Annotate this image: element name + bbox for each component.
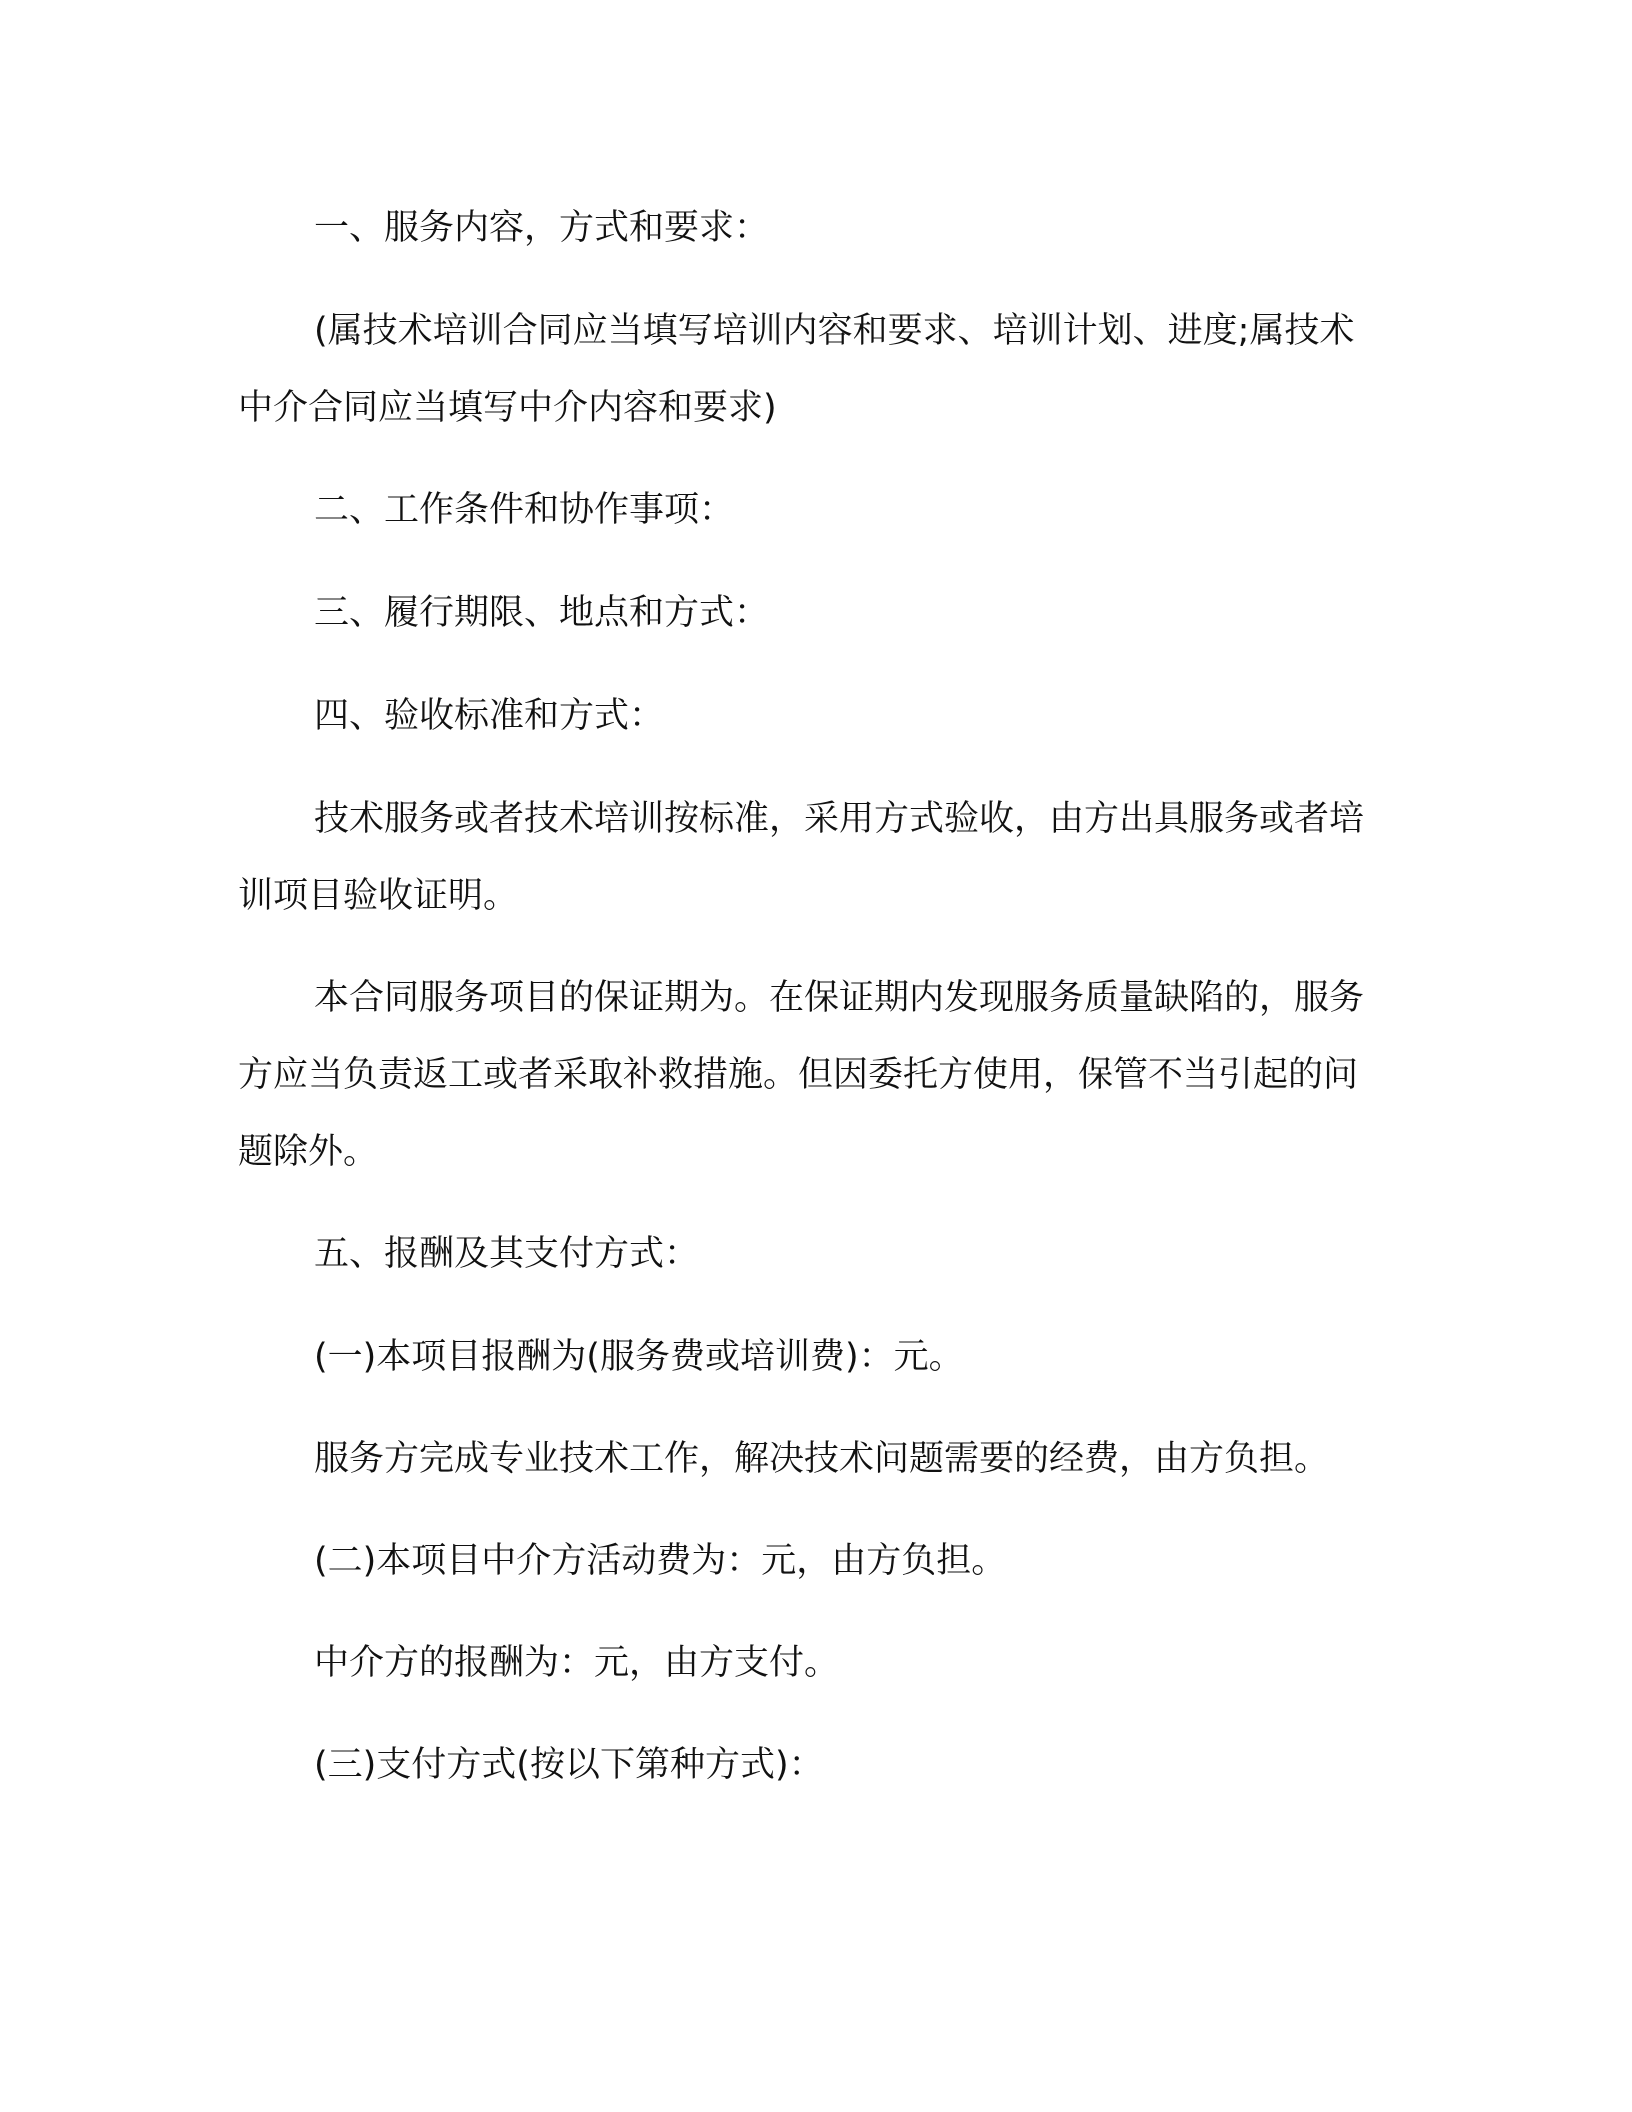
section-heading-remuneration: 五、报酬及其支付方式： [314,1234,700,1274]
paragraph-acceptance-standard: 技术服务或者技术培训按标准，采用方式验收，由方出具服务或者培训项目验收证明。 [238,799,1365,916]
paragraph-intermediary-remuneration: 中介方的报酬为：元，由方支付。 [314,1643,840,1683]
paragraph-warranty-period: 本合同服务项目的保证期为。在保证期内发现服务质量缺陷的，服务方应当负责返工或者采取补救措施。但因委托方使用，保管不当引起的问题除外。 [238,978,1365,1172]
document-body [238,190,1388,1829]
paragraph-intermediary-fee: (二)本项目中介方活动费为：元，由方负担。 [314,1541,1007,1581]
section-heading-work-conditions: 二、工作条件和协作事项： [314,490,735,530]
paragraph-expense-responsibility: 服务方完成专业技术工作，解决技术问题需要的经费，由方负担。 [314,1439,1330,1479]
section-heading-service-content: 一、服务内容，方式和要求： [314,208,770,248]
paragraph-training-note: (属技术培训合同应当填写培训内容和要求、培训计划、进度;属技术中介合同应当填写中介内容和要求) [238,311,1355,428]
paragraph-payment-method: (三)支付方式(按以下第种方式)： [314,1745,824,1785]
section-heading-performance-term: 三、履行期限、地点和方式： [314,593,770,633]
section-heading-acceptance: 四、验收标准和方式： [314,696,665,736]
paragraph-remuneration-amount: (一)本项目报酬为(服务费或培训费)：元。 [314,1337,964,1377]
